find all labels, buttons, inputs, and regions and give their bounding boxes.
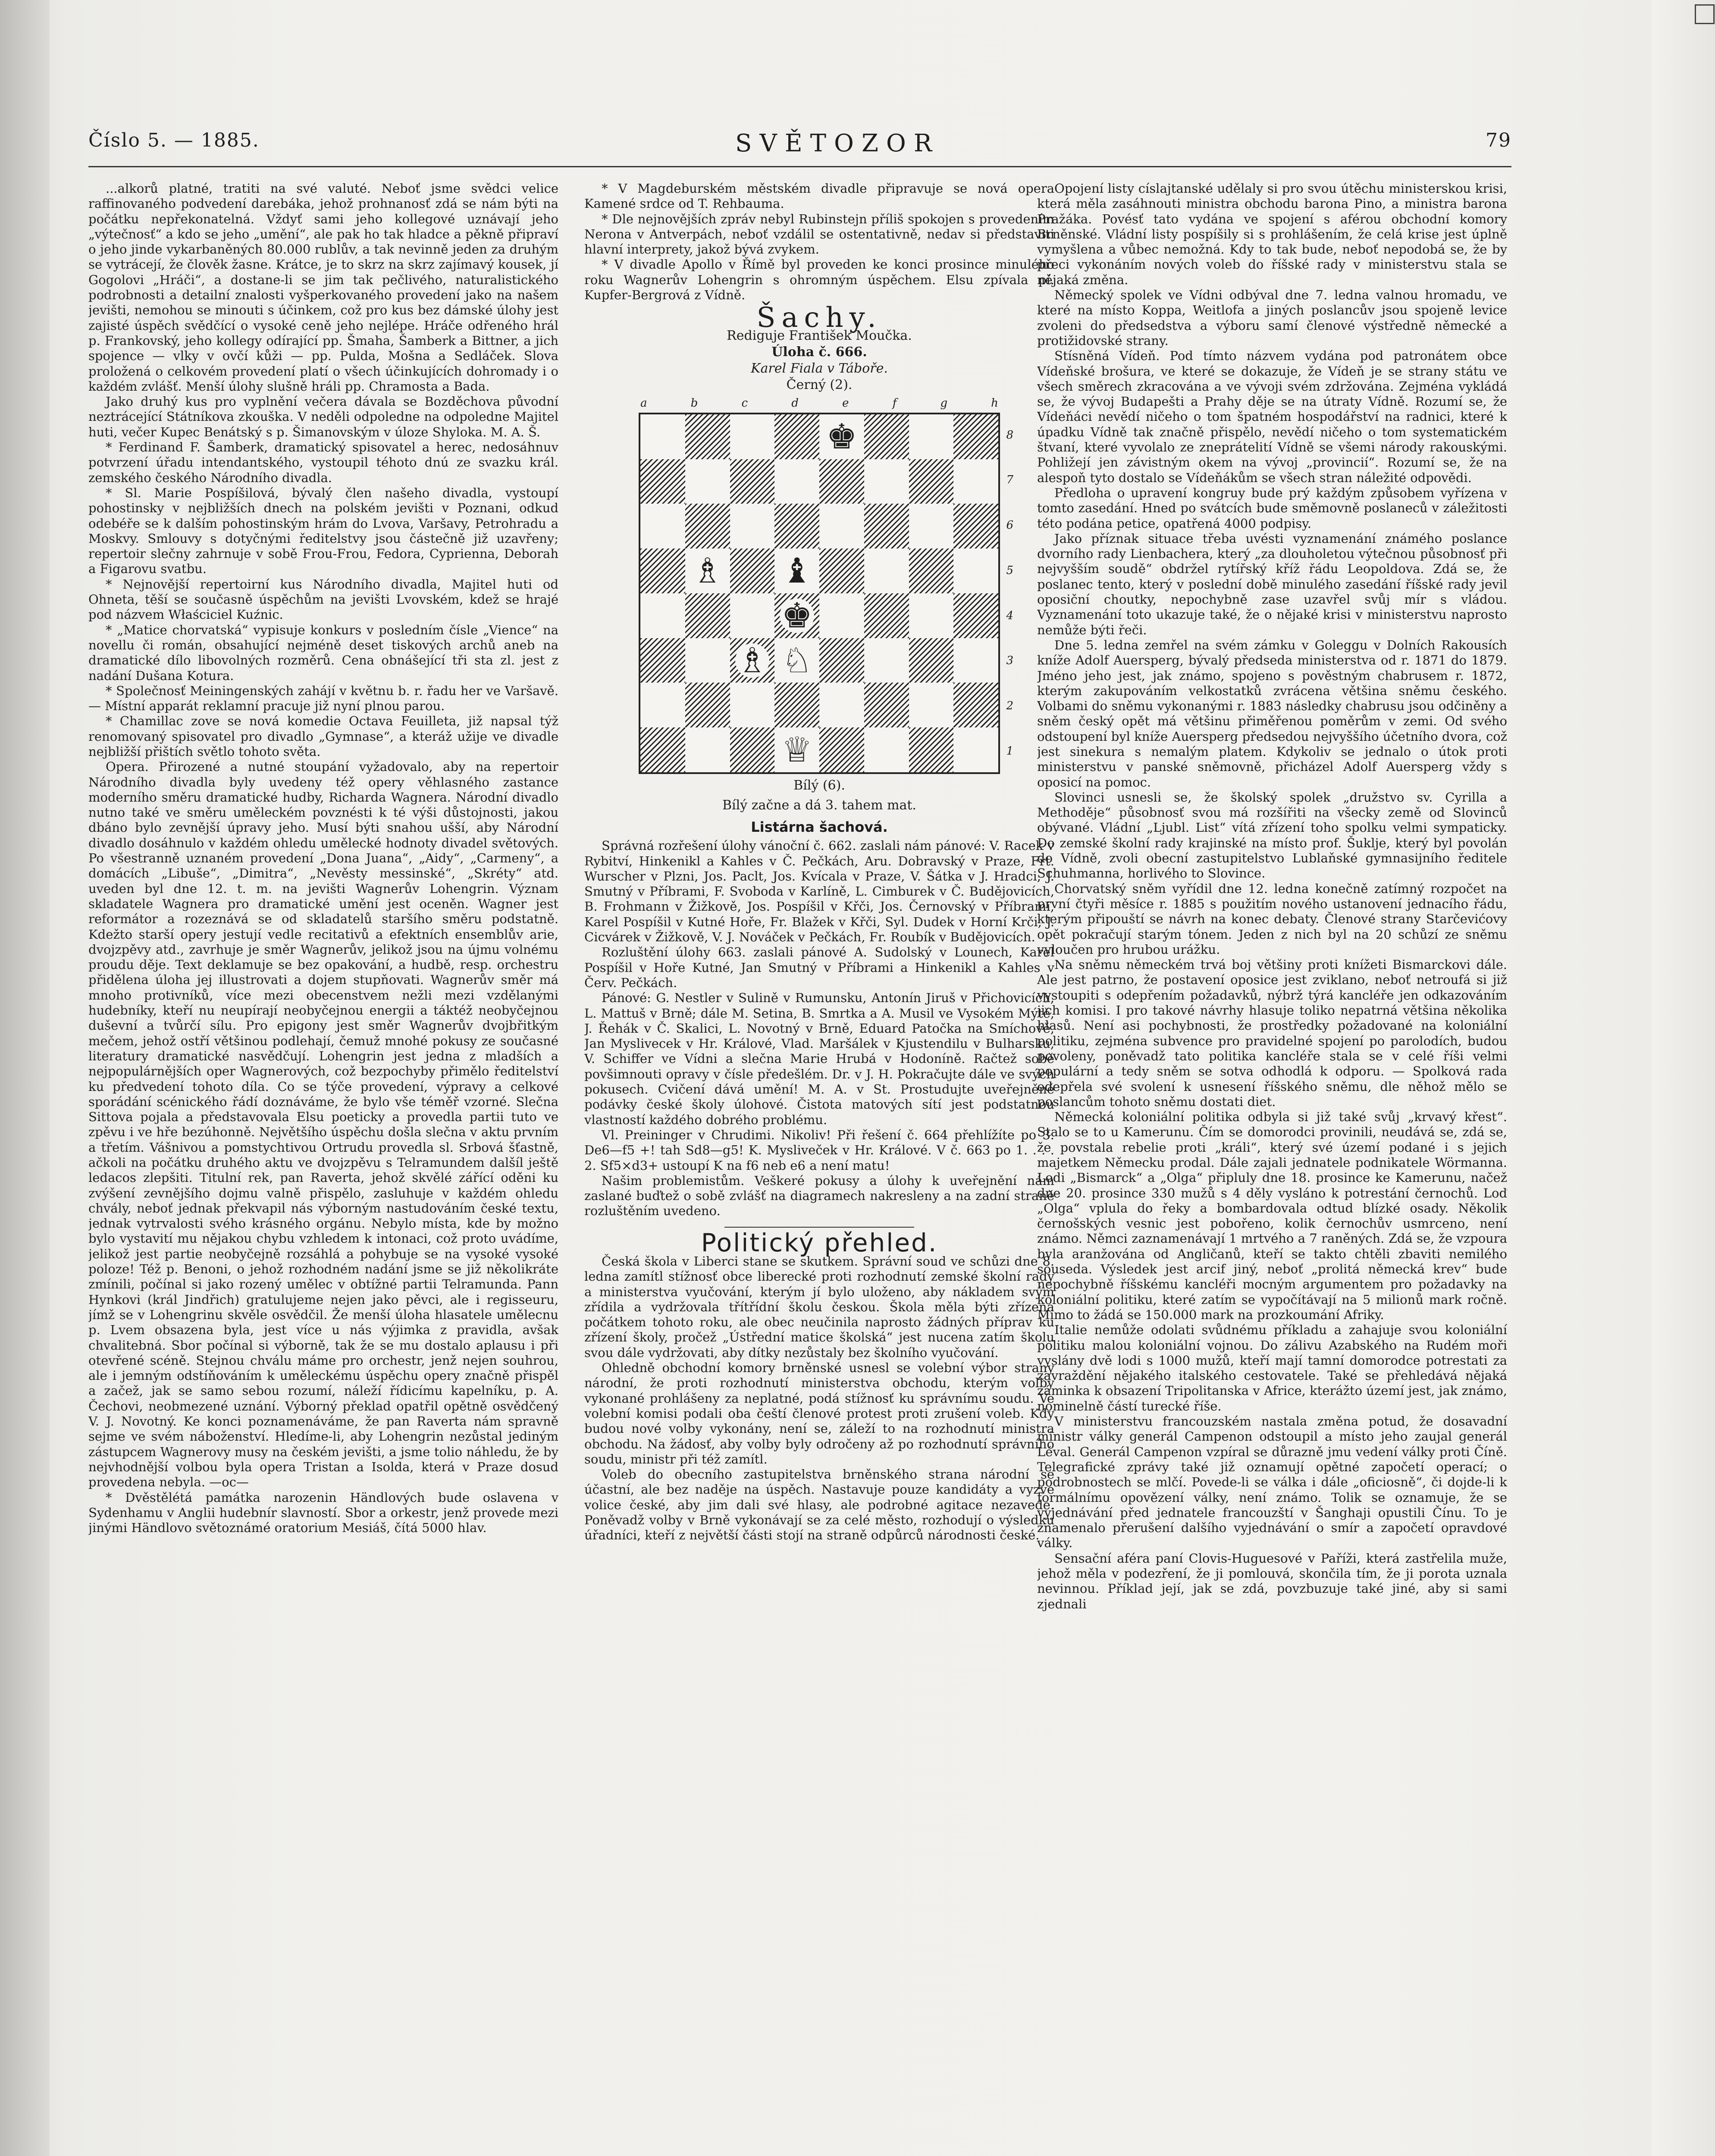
paragraph: Ohledně obchodní komory brněnské usnesl se volební výbor strany národní, že proti rozhodnutí ministerstva obchodu, kterým volby vykonané prohlášeny za neplatné, podá stížnosť ku správnímu soudu. Ve volební komisi podali oba čeští členové protest proti zrušení voleb. Kdy budou nové volby vykonány, není se, záleží to na rozhodnutí ministra obchodu. Na žádosť, aby volby byly odročeny až po rozhodnutí správního soudu, ministr při též zamítl. xyxy=(584,1360,1054,1467)
square-b4 xyxy=(685,593,730,638)
square-a8 xyxy=(640,414,685,459)
paragraph: ...alkorů platné, tratiti na své valuté. Neboť jsme svědci velice raffinovaného podvedení darebáka, jehož prohnanosť zdá se nám býti na počátku nepřekonatelná. Vždyť sami jeho kollegové uznávají jeho „výtečnosť“ a kdo se jeho „umění“, ale pak ho tak hladce a pěkně připraví o jeho jinde vykarbaněných 80.000 rublův, a tak nevinně jeden za druhým se vytrácejí, že člověk žasne. Krátce, je to skrz na skrz zajímavý kousek, jí Gogolovi „Hráči“, a dostane-li se jim tak pečlivého, naturalistického podrobnosti a detailní znalosti vyšperkovaného provedení jako na našem jevišti, nemohou se minouti s účinkem, což pro kus bez dámské úlohy jest zajisté úspěch svědčící o vysoké ceně jeho nejlépe. Hráče odřeného hrál p. Frankovský, jeho kollegy odírající pp. Šmaha, Šamberk a Bittner, a jich spojence — vlky v ovčí kůži — pp. Pulda, Mošna a Sedláček. Slova proložená o celkovém provedení platí o všech účinkujících dohromady i o každém zvlášť. Menší úlohy slušně hráli pp. Chramosta a Bada. xyxy=(88,181,558,394)
running-header xyxy=(88,129,1511,155)
square-g5 xyxy=(909,548,954,593)
square-h1 xyxy=(953,727,998,772)
rank-label-8: 8 xyxy=(1006,428,1013,442)
paragraph: * Dle nejnovějších zpráv nebyl Rubinstejn příliš spokojen s provedením Nerona v Antverpách, neboť vzdálil se ostentativně, nedav si představiti hlavní interprety, jakož bývá zvykem. xyxy=(584,211,1054,257)
square-f7 xyxy=(864,459,909,504)
paragraph: Italie nemůže odolati svůdnému příkladu a zahajuje svou koloniální politiku malou koloniální vojnou. Do zálivu Azabského na Rudém moři vyslány dvě lodi s 1000 mužů, kteří mají tamní domorodce potrestati za zavraždění nějakého italského cestovatele. Také se přehledává nějaká záminka k obsazení Tripolitanska v Africe, kterážto území jest, jak známo, nominelně částí turecké říše. xyxy=(1037,1322,1507,1413)
square-h2 xyxy=(953,683,998,727)
square-d4 xyxy=(774,593,819,638)
square-c4 xyxy=(730,593,775,638)
square-e6 xyxy=(819,504,864,548)
square-d6 xyxy=(774,504,819,548)
section-divider xyxy=(724,1227,914,1228)
paragraph: * Nejnovější repertoirní kus Národního divadla, Majitel huti od Ohneta, těší se současně úspěchům na jevišti Lvovském, kdež se hrajé pod názvem Właściciel Kuźnic. xyxy=(88,577,558,622)
paragraph: Slovinci usnesli se, že školský spolek „družstvo sv. Cyrilla a Methoděje“ působnosť svou má rozšířiti na všecky země od Slovinců obývané. Vládní „Ljubl. List“ vítá zřízení toho spolku velmi sympaticky. Do zemské školní rady krajinské na místo prof. Šuklje, který byl povolán do Vídně, zvoli obecní zastupitelstvo Lublaňské gymnasijního ředitele Schuhmanna, horlivého to Slovince. xyxy=(1037,790,1507,881)
square-d5 xyxy=(774,548,819,593)
file-label-a: a xyxy=(640,396,647,410)
square-c6 xyxy=(730,504,775,548)
square-a2 xyxy=(640,683,685,727)
chess-white-label: Bílý (6). xyxy=(793,777,845,793)
square-h3 xyxy=(953,638,998,683)
square-b2 xyxy=(685,683,730,727)
paragraph: * V Magdeburském městském divadle připravuje se nová opera Kamené srdce od T. Rehbauma. xyxy=(584,181,1054,211)
paragraph: * Ferdinand F. Šamberk, dramatický spisovatel a herec, nedosáhnuv potvrzení úřadu intendantského, vystoupil téhoto dnú ze svazku král. zemského českého Národního divadla. xyxy=(88,440,558,485)
rank-label-3: 3 xyxy=(1006,654,1013,667)
square-e3 xyxy=(819,638,864,683)
square-g3 xyxy=(909,638,954,683)
paragraph: * Sl. Marie Pospíšilová, bývalý člen našeho divadla, vystoupí pohostinsky v nejbližších dnech na polském jevišti v Poznani, odkud odebéře se k dalším pohostinským hrám do Lvova, Varšavy, Petrohradu a Moskvy. Smlouvy s dotyčnými ředitelstvy jsou částečně již uzavřeny; repertoir slečny zahrnuje v sobě Frou-Frou, Fedora, Cyprienna, Deborah a Figarovu svatbu. xyxy=(88,485,558,577)
square-g6 xyxy=(909,504,954,548)
square-f6 xyxy=(864,504,909,548)
rank-label-2: 2 xyxy=(1006,699,1013,713)
square-f2 xyxy=(864,683,909,727)
file-labels xyxy=(640,396,998,411)
square-g1 xyxy=(909,727,954,772)
square-b8 xyxy=(685,414,730,459)
paragraph: Česká škola v Liberci stane se skutkem. Správní soud ve schůzi dne 8. ledna zamítl stížnosť obce liberecké proti rozhodnutí zemské školní rady a ministerstva vyučování, kterým jí bylo uloženo, aby nákladem svým zřídila a vydržovala třítřídní školu českou. Škola měla býti zřízena počátkem tohoto roku, ale obec neučinila naprosto žádných příprav ku zřízení školy, pročež „Ústřední matice školská“ jest nucena zatím školu svou dále vydržovati, aby dítky nezůstaly bez školního vyučování. xyxy=(584,1253,1054,1360)
paragraph: Dne 5. ledna zemřel na svém zámku v Goleggu v Dolních Rakousích kníže Adolf Auersperg, bývalý předseda ministerstva od r. 1871 do 1879. Jméno jeho jest, jak známo, spojeno s pověstným chabrusem r. 1872, kterým zakupováním velkostatků zvrácena většina sněmu českého. Volbami do sněmu vykonanými r. 1883 následky chabrusu jsou odčiněny a sněm český opět má většinu přiměřenou poměrům v zemi. Od svého odstoupení byl kníže Auersperg předsedou nejvyššího účetního dvora, což jest sinekura s nemalým platem. Kdykoliv se jednalo o útok proti ministerstvu v panské sněmovně, přicházel Adolf Auersperg vždy s oposicí na pomoc. xyxy=(1037,637,1507,790)
square-d1 xyxy=(774,727,819,772)
square-b6 xyxy=(685,504,730,548)
square-c5 xyxy=(730,548,775,593)
chess-piece-d1: ♕ xyxy=(780,733,814,767)
paragraph: Vl. Preininger v Chrudimi. Nikoliv! Při řešení č. 664 přehlížíte po 3. De6—f5 +! tah Sd8—g5! K. Mysliveček v Hr. Králové. V č. 663 po 1. . . . 2. Sf5×d3+ ustoupí K na f6 neb e6 a není matu! xyxy=(584,1127,1054,1173)
paragraph: * Dvěstělétá památka narozenin Händlových bude oslavena v Sydenhamu v Anglii hudebnír slavností. Sbor a orkestr, jenž provede mezi jinými Händlovo světoznámé oratorium Mesiáš, čítá 5000 hlav. xyxy=(88,1490,558,1536)
paragraph: Na sněmu německém trvá boj většiny proti knížeti Bismarckovi dále. Ale jest patrno, že postavení oposice jest zviklano, neboť netroufá si již vystoupiti s odepřením požadavků, nýbrž týrá kancléře jen odkazováním jich komisi. I pro takové návrhy hlasuje toliko nepatrná většina několika hlasů. Není asi pochybnosti, že prostředky požadované na koloniální politiku, zejména subvence pro pravidelné spojení po parolodích, budou povoleny, poněvadž tato politika kancléře stala se v celé říši velmi populární a tedy sněm se sotva odhodlá k odporu. — Spolková rada odepřela své svolení k usnesení říšského sněmu, dle něhož mělo se poslancům tohoto sněmu dostati diet. xyxy=(1037,957,1507,1109)
paragraph: * Společnosť Meiningenských zahájí v květnu b. r. řadu her ve Varšavě. — Místní apparát reklamní pracuje již nyní plnou parou. xyxy=(88,683,558,714)
square-a1 xyxy=(640,727,685,772)
chess-problem-author: Karel Fiala v Táboře. xyxy=(751,360,888,376)
file-label-d: d xyxy=(791,396,799,410)
paragraph: Správná rozřešení úlohy vánoční č. 662. zaslali nám pánové: V. Racek v Rybitví, Hinkenikl a Kahles v Č. Pečkách, Aru. Dobravský v Praze, Frt. Wurscher v Plzni, Jos. Paclt, Jos. Kvícala v Praze, V. Šátka v J. Hradci, J. Smutný v Příbrami, F. Svoboda v Karlíně, L. Cimburek v Č. Budějovicích, B. Frohmann v Žižkově, Jos. Pospíšil v Křči, Jos. Černovský v Příbrami, Karel Pospíšil v Kutné Hoře, Fr. Blažek v Křči, Syl. Dudek v Horní Krči, J. Cicvárek v Žižkově, V. J. Nováček v Pečkách, Fr. Roubík v Budějovicích. xyxy=(584,838,1054,945)
chess-piece-b5: ♗ xyxy=(690,554,725,588)
paragraph: Jako příznak situace třeba uvésti vyznamenání známého poslance dvorního rady Lienbachera, který „za dlouholetou výtečnou působnosť při nejvyšším soudě“ obdržel rytířský kříž řádu Leopoldova. Zdá se, že poslanec tento, který v poslední době minulého zasedání říšské rady jevil oposiční choutky, nepochybně zase uzavřel svůj mír s vládou. Vyznamenání toto ukazuje také, že o nějaké krisi v ministerstvu naprosto nemůže býti řeči. xyxy=(1037,531,1507,637)
square-f4 xyxy=(864,593,909,638)
square-h8 xyxy=(953,414,998,459)
file-label-g: g xyxy=(940,396,947,410)
column-left xyxy=(88,181,558,2156)
paragraph: * V divadle Apollo v Římě byl proveden ke konci prosince minulého roku Wagnerův Lohengrin s ohromným úspěchem. Elsu zpívala pí. Kupfer-Bergrová z Vídně. xyxy=(584,257,1054,303)
paragraph: Opera. Přirozené a nutné stoupání vyžadovalo, aby na repertoir Národního divadla byly uvedeny též opery věhlasného zastance moderního směru dramatické hudby, Richarda Wagnera. Národní divadlo nutno také ve směru uměleckém povznésti k té výši důstojnosti, jakou dbáno bylo zevnější úpravy jeho. Musí býti snahou ušší, aby Národní divadlo dosáhnulo v každém ohledu umělecké hodnoty divadel světových. Po všestranně uznaném provedení „Dona Juana“, „Aidy“, „Carmeny“, a domácích „Libuše“, „Dimitra“, „Nevěsty messinské“, „Skréty“ atd. uveden byl dne 12. t. m. na jevišti Wagnerův Lohengrin. Význam skladatele Wagnera pro dramatické umění jest oceněn. Wagner jest reformátor a rozeznává se od skladatelů staršího směru podstatně. Kdežto starší opery jestují vedle recitativů a efektních ensemblův arie, dvojzpěvy atd., zavrhuje je směr Wagnerův, jelikož jsou na újmu volnému proudu děje. Text deklamuje se bez opakování, a hudbě, resp. orchestru přidělena úloha jej illustrovati a dojem stupňovati. Wagnerův směr má mnoho protivníků, více mezi obecenstvem nežli mezi vzdělanými hudebníky, kteří nu neupírají neobyčejnou energii a táktéž neobyčejnou duševní a tvůrčí sílu. Pro epigony jest směr Wagnerův dvojbřitkým mečem, jehož ostří většinou podlehají, čemuž mnohé pokusy ze současné literatury dramatické nasvědčují. Lohengrin jest jedna z mladších a nejpopulárnějších oper Wagnerových, což bezpochyby přimělo ředitelství ku předvedení tohoto díla. Co se týče provedení, výpravy a celkové sporádání scénického řádí doznáváme, že bylo vše téměř vzorné. Slečna Sittova pojala a představovala Elsu poeticky a provedla partii tuto ve zpěvu i ve hře bezúhonně. Největšího úspěchu došla slečna v aktu prvním a třetím. Vášnivou a pomstychtivou Ortrudu provedla sl. Srbová šťastně, ačkoli na počátku druhého aktu ve dvojzpěvu s Telramundem dalšíl ještě ledacos zlepšiti. Titulní rek, pan Raverta, jehož skvělé zářící oděni ku zvýšení zevnějšího dojmu valně přispělo, zasluhuje v každém ohledu chvály, neboť jednak překvapil nás výborným nastudováním české textu, jednak vytrvalosti svého krásného orgánu. Nebylo místa, kde by možno bylo vystavití mu nějakou chybu vzhledem k intonaci, což proto uvádíme, jelikož jest partie neobyčejně rozsáhlá a pohybuje se na vysoké vysoké poloze! Též p. Benoni, o jehož rozhodném nadání jsme se již několikráte zmínili, počínal si jako rozený umělec v obtížné partii Telramunda. Pann Hynkovi (král Jindřich) gratulujeme nejen jako pěvci, ale i regisseuru, jímž se v Lohengrinu skvěle osvědčil. Že menší úloha hlasatele umělecnu p. Lvem obsazena byla, jest více u nás výjimka z pravidla, avšak chvalitebná. Sbor počínal si výborně, tak že se mu dostalo aplausu i při otevřené scéně. Stejnou chválu máme pro orchestr, jenž nejen souhrou, ale i jemným odstíňováním k uměleckému úspěchu opery značně přispěl a začež, jak se samo sebou rozumí, náleží řídicímu kapelníku, p. A. Čechovi, neobmezené uznání. Výborný překlad opatřil opětně osvědčený V. J. Novotný. Ke konci poznamenáváme, že pan Raverta nám spravně sejme ve svém náboženství. Hledíme-li, aby Lohengrin nezůstal jediným zástupcem Wagnerovy musy na českém jevišti, a jsme tolio náhledu, že by nejvhodnější volbou byla opera Tristan a Isolda, která v Praze dosud provedena nebyla. —oc— xyxy=(88,759,558,1490)
paragraph: Chorvatský sněm vyřídil dne 12. ledna konečně zatímný rozpočet na první čtyři měsíce r. 1885 s použitím nového ustanovení jednacího řádu, kterým připouští se návrh na konec debaty. Členové strany Starčevićovy opět pokračují starým tónem. Jeden z nich byl na 20 schůzí ze sněmu vyloučen pro hrubou urážku. xyxy=(1037,881,1507,957)
square-f5 xyxy=(864,548,909,593)
square-c7 xyxy=(730,459,775,504)
chess-piece-e8: ♚ xyxy=(825,420,859,454)
square-b1 xyxy=(685,727,730,772)
chess-caption: Bílý začne a dá 3. tahem mat. xyxy=(722,797,916,813)
square-g4 xyxy=(909,593,954,638)
square-g2 xyxy=(909,683,954,727)
square-c2 xyxy=(730,683,775,727)
file-label-h: h xyxy=(991,396,998,410)
masthead-title: SVĚTOZOR xyxy=(735,129,940,157)
square-c3 xyxy=(730,638,775,683)
square-a5 xyxy=(640,548,685,593)
paragraph: Sensační aféra paní Clovis-Huguesové v Paříži, která zastřelila muže, jehož měla v podezření, že ji pomlouvá, skončila tím, že ji porota uznala nevinnou. Příklad její, jak se zdá, povzbuzuje také jiné, aby si sami zjednali xyxy=(1037,1551,1507,1611)
column-middle xyxy=(584,181,1054,2156)
square-e5 xyxy=(819,548,864,593)
square-f1 xyxy=(864,727,909,772)
square-d7 xyxy=(774,459,819,504)
chess-section-title: Šachy. xyxy=(756,302,882,334)
square-h6 xyxy=(953,504,998,548)
chess-letters-title: Listárna šachová. xyxy=(751,818,888,835)
square-e7 xyxy=(819,459,864,504)
file-label-c: c xyxy=(741,396,748,410)
political-review-title: Politický přehled. xyxy=(701,1228,938,1257)
rank-label-7: 7 xyxy=(1006,473,1013,487)
file-label-f: f xyxy=(892,396,897,410)
book-binding-edge xyxy=(0,0,50,2156)
square-c8 xyxy=(730,414,775,459)
paragraph: Německý spolek ve Vídni odbýval dne 7. ledna valnou hromadu, ve které na místo Koppa, Weitlofa a jiných poslancův jsou spojeně levice zvoleni do předsedstva a výboru samí členové výstředně německé a protižidovské strany. xyxy=(1037,288,1507,348)
square-b5 xyxy=(685,548,730,593)
scan-corner-mark xyxy=(1695,4,1715,24)
square-d2 xyxy=(774,683,819,727)
rank-label-5: 5 xyxy=(1006,564,1013,577)
paragraph: Rozluštění úlohy 663. zaslali pánové A. Sudolský v Lounech, Karel Pospíšil v Hoře Kutné, Jan Smutný v Příbrami a Hinkenikl a Kahles v Červ. Pečkách. xyxy=(584,945,1054,990)
square-a6 xyxy=(640,504,685,548)
paragraph: Voleb do obecního zastupitelstva brněnského strana národní se účastní, ale bez naděje na úspěch. Nastavuje pouze kandidáty a vyzve volice české, aby jim dali své hlasy, ale podrobné agitace nezavede. Poněvadž volby v Brně vykonávají se za celé město, rozhodují o výsledku úřadníci, kteří z největší části stojí na straně odpůrců národnosti české. xyxy=(584,1467,1054,1543)
square-g7 xyxy=(909,459,954,504)
file-label-e: e xyxy=(842,396,849,410)
page-edge xyxy=(1652,0,1715,2156)
square-g8 xyxy=(909,414,954,459)
square-b7 xyxy=(685,459,730,504)
paragraph: Jako druhý kus pro vyplnění večera dávala se Bozděchova původní neztrácející Státníkova zkouška. V neděli odpoledne na odpoledne Majitel huti, večer Kupec Benátský s p. Šimanovským v úloze Shyloka. M. A. Š. xyxy=(88,394,558,439)
paragraph: Předloha o upravení kongruy bude prý každým způsobem vyřízena v tomto zasedání. Hned po svátcích bude směmovně poslaneců v záležitosti této podána petice, opatřená 4000 podpisy. xyxy=(1037,485,1507,531)
square-c1 xyxy=(730,727,775,772)
chess-piece-d4: ♚ xyxy=(780,599,814,633)
paragraph: Opojení listy císlajtanské udělaly si pro svou útěchu ministerskou krisi, která měla zasáhnouti ministra obchodu barona Pino, a ministra barona Pražáka. Povésť tato vydána ve spojení s aférou obchodní komory Brněnské. Vládní listy pospíšily si s prohlášením, že celá krise jest úplně vymyšlena a vůbec nemožná. Kdy to tak bude, neboť nepodobá se, že by přeci vykonáním nových voleb do říšské rady v ministerstvu stala se nějaká změna. xyxy=(1037,181,1507,287)
paragraph: Našim problemistům. Veškeré pokusy a úlohy k uveřejnění nám zaslané buďtež o sobě zvlášť na diagramech nakresleny a na zadní straně rozluštěním uvedeno. xyxy=(584,1173,1054,1219)
page-number: 79 xyxy=(1486,129,1511,151)
issue-number: Číslo 5. — 1885. xyxy=(88,129,260,151)
file-label-b: b xyxy=(690,396,698,410)
square-a3 xyxy=(640,638,685,683)
chess-problem-number: Úloha č. 666. xyxy=(771,344,867,360)
square-h5 xyxy=(953,548,998,593)
square-e4 xyxy=(819,593,864,638)
paragraph: V ministerstvu francouzském nastala změna potud, že dosavadní ministr války generál Campenon odstoupil a místo jeho zaujal generál Léval. Generál Campenon vzpíral se důrazně jmu vedení války proti Číně. Telegrafické zprávy také již oznamují opětné započetí operací; o podrobnostech se mlčí. Povede-li se válka i dále „oficiosně“, či dojde-li k formálnímu opovězení války, není známo. Tolik se oznamuje, že se vyjednávání před jednatele francouzští v Šanghaji opustili Čínu. To je znamenalo přerušení dalšího vyjednávání o smír a započetí opravdové války. xyxy=(1037,1414,1507,1551)
square-d3 xyxy=(774,638,819,683)
chess-black-label: Černý (2). xyxy=(786,377,853,392)
rank-label-1: 1 xyxy=(1006,744,1013,758)
chess-editor: Rediguje František Moučka. xyxy=(727,328,912,343)
square-f3 xyxy=(864,638,909,683)
square-a7 xyxy=(640,459,685,504)
rank-labels xyxy=(1006,413,1013,774)
paragraph: * „Matice chorvatská“ vypisuje konkurs v posledním čísle „Vience“ na novellu či román, obsahující nejméně deset tiskových archů aneb na dramatické dílo libovolných rozměrů. Cena obnášející tři sta zl. jest z nadání Dušana Kotura. xyxy=(88,622,558,683)
paragraph: Pánové: G. Nestler v Sulině v Rumunsku, Antonín Jiruš v Přichovicích, L. Mattuš v Brně; dále M. Setina, B. Smrtka a A. Musil ve Vysokém Mýtě, J. Řehák v Č. Skalici, L. Novotný v Brně, Eduard Patočka na Smíchově, Jan Myslivecek v Hr. Králové, Vlad. Maršálek v Kjustendilu v Bulharsku, V. Schiffer ve Vídni a slečna Marie Hrubá v Hodoníně. Račtež sobě povšimnouti opravy v čísle předešlém. Dr. v J. H. Pokračujte dále ve svých pokusech. Cvičení dává umění! M. A. v St. Prostudujte uveřejněné podávky české školy úlohové. Čistota matových sítí jest podstatnou vlastností každého dobrého problému. xyxy=(584,990,1054,1127)
chess-piece-d3: ♘ xyxy=(780,643,814,678)
header-rule xyxy=(88,166,1511,167)
square-b3 xyxy=(685,638,730,683)
chess-board xyxy=(639,413,1000,774)
square-f8 xyxy=(864,414,909,459)
rank-label-6: 6 xyxy=(1006,519,1013,532)
chess-piece-d5: ♝ xyxy=(780,554,814,588)
square-h7 xyxy=(953,459,998,504)
square-d8 xyxy=(774,414,819,459)
paragraph: Německá koloniální politika odbyla si již také svůj „krvavý křest“. Stalo se to u Kamerunu. Čím se domorodci provinili, neudává se, zdá se, že povstala rebelie proti „králi“, který své území podané i s jejich majetkem Německu prodal. Dále zajali jednatele podnikatele Wörmanna. Lodi „Bismarck“ a „Olga“ připluly dne 18. prosince ke Kamerunu, načež dne 20. prosince 330 mužů s 4 děly vysláno k potrestání černochů. Loď „Olga“ vplula do řeky a bombardovala odtud blízké osady. Několik černošských vesnic jest pobořeno, kolik černochův usmrceno, není známo. Němci zaznamenávají 1 mrtvého a 7 raněných. Zdá se, že vzpoura byla aranžována od Angličanů, kteří se takto chtěli zbaviti nemilého souseda. Výsledek jest arcif jiný, neboť „prolitá německá krev“ bude nepochybně říšskému kancléři mocným argumentem pro požadavky na koloniální politiku, které zatím se vypočítávají na 5 milionů mark ročně. Mimo to žádá se 150.000 mark na prozkoumání Afriky. xyxy=(1037,1109,1507,1322)
rank-label-4: 4 xyxy=(1006,609,1013,622)
chess-piece-c3: ♗ xyxy=(735,643,770,678)
column-right xyxy=(1037,181,1507,2156)
square-e1 xyxy=(819,727,864,772)
square-h4 xyxy=(953,593,998,638)
square-e8 xyxy=(819,414,864,459)
square-a4 xyxy=(640,593,685,638)
chess-diagram xyxy=(625,396,1013,774)
square-e2 xyxy=(819,683,864,727)
paragraph: * Chamillac zove se nová komedie Octava Feuilleta, již napsal týž renomovaný spisovatel pro divadlo „Gymnase“, a kteráž užije ve divadle nejbližší přištích světlo tohoto světa. xyxy=(88,714,558,759)
paragraph: Stísněná Vídeň. Pod tímto názvem vydána pod patronátem obce Vídeňské brošura, ve které se dokazuje, že Vídeň je se strany státu ve všech směrech zkracována a ve vývoji svém zdržována. Zejména vykládá se, že vývoj Budapešti a Prahy děje se na útraty Vídně. Rozumí se, že Vídeňáci nevědí ničeho o tom špatném hospodářství na radnici, které k úpadku Vídně tak značně přispělo, nevědí ničeho o tom systematickém štvaní, které vyvolalo ze zneprátelití Vídně se všemi národy rakouskými. Pohližejí jen závistným okem na vývoj „provincií“. Rozumí se, že na alespoň tyto dostalo se Vídeňákům se všech stran náležité odpovědi. xyxy=(1037,348,1507,485)
